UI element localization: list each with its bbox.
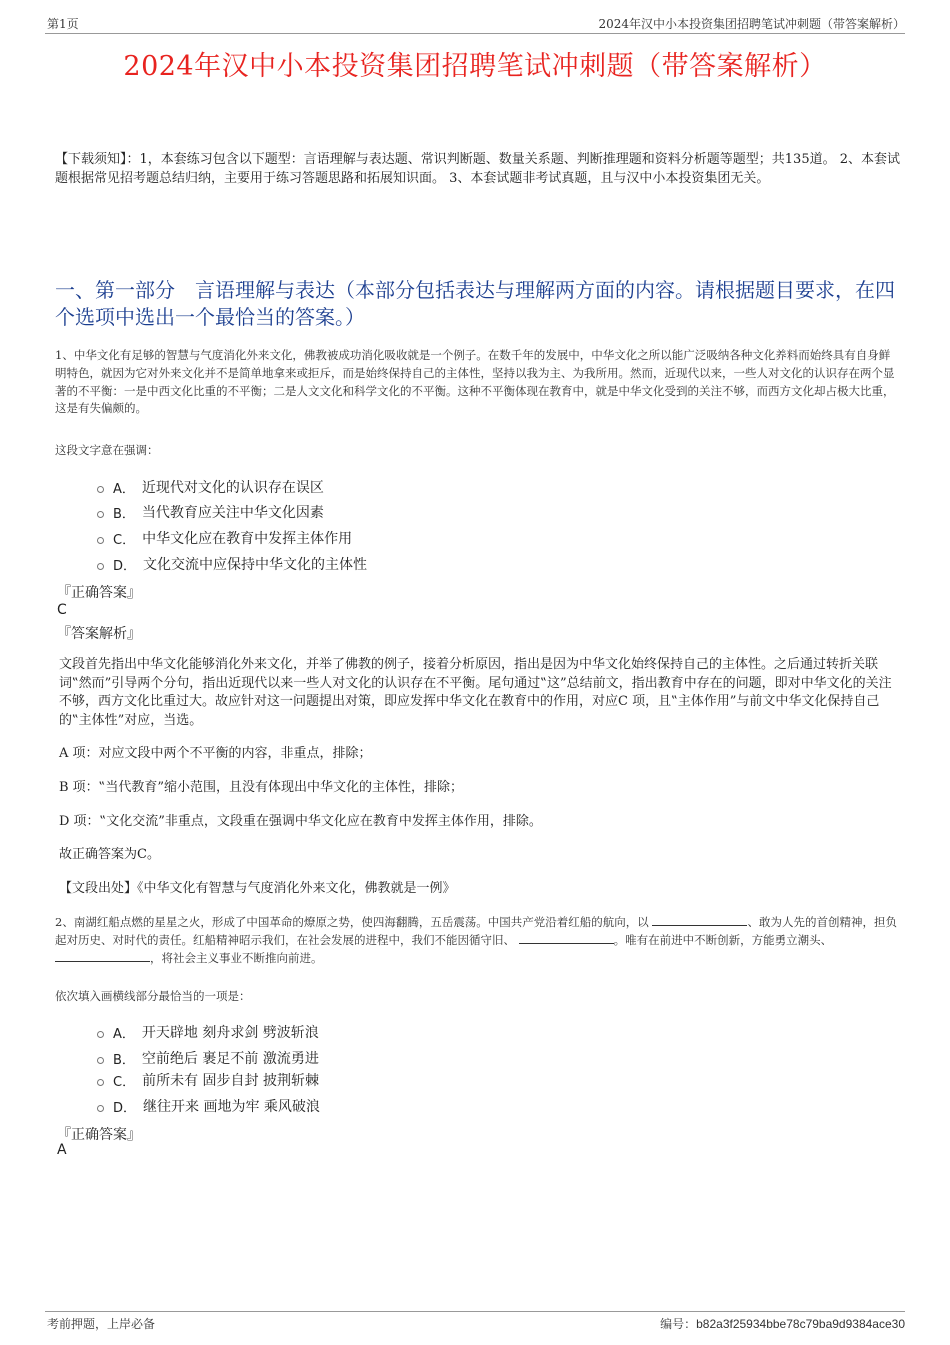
q1-answer-label: 『正确答案』 xyxy=(57,585,141,601)
page-number: 第1页 xyxy=(47,17,79,31)
download-notice: 【下载须知】：1，本套练习包含以下题型：言语理解与表达题、常识判断题、数量关系题、判断推理题和资料分析题等题型；共135道。 2、本套试题根据常见招考题总结归纳，主要用于练习答题思路和拓展知识面。 3、本套试题非考试真题，且与汉中小本投资集团无关。 xyxy=(55,152,900,186)
question-2-prompt: 依次填入画横线部分最恰当的一项是： xyxy=(55,989,251,1003)
blank-line-1[interactable] xyxy=(652,914,747,926)
radio-icon[interactable] xyxy=(97,537,104,544)
question-1-stem: 1、中华文化有足够的智慧与气度消化外来文化，佛教被成功消化吸收就是一个例子。在数千年的发展中，中华文化之所以能广泛吸纳各种文化养料而始终具有自身鲜明特色，就因为它对外来文化并不是简单地拿来或拒斥，而是始终保持自己的主体性，坚持以我为主、为我所用。然而，近现代以来，一些人对文化的认识存在两个显著的不平衡：一是中西文化比重的不平衡；二是人文文化和科学文化的不平衡。这种不平衡体现在教育中，就是中华文化受到的关注不够，而西方文化却占极大比重，这是有失偏颇的。 xyxy=(55,348,895,416)
q1-option-d-note: D 项：‟文化交流”非重点，文段重在强调中华文化应在教育中发挥主体作用，排除。 xyxy=(59,814,542,829)
q2-answer-label: 『正确答案』 xyxy=(57,1127,141,1143)
q2-option-d[interactable]: D． 继往开来 画地为牢 乘风破浪 xyxy=(97,1096,320,1116)
radio-icon[interactable] xyxy=(97,1057,104,1064)
q1-option-d[interactable]: D． 文化交流中应保持中华文化的主体性 xyxy=(97,554,367,574)
q1-analysis: 文段首先指出中华文化能够消化外来文化，并举了佛教的例子，接着分析原因，指出是因为中华文化始终保持自己的主体性。之后通过转折关联词‟然而”引导两个分句，指出近现代以来一些人对文化的认识存在不平衡。尾句通过‟这”总结前文，指出教育中存在的问题，即对中华文化的关注不够，西方文化比重过大。故应针对这一问题提出对策，即应发挥中华文化在教育中的作用，对应C 项，且‟主体作用”与前文中华文化保持自己的‟主体性”对应，当选。 xyxy=(59,657,892,728)
radio-icon[interactable] xyxy=(97,1079,104,1086)
q2-option-b[interactable]: B． 空前绝后 裹足不前 激流勇进 xyxy=(97,1048,319,1068)
q1-analysis-label: 『答案解析』 xyxy=(57,626,141,642)
question-1-prompt: 这段文字意在强调： xyxy=(55,443,159,457)
q1-answer: C xyxy=(57,602,67,618)
footer-divider xyxy=(45,1311,905,1312)
radio-icon[interactable] xyxy=(97,1105,104,1112)
q1-option-b[interactable]: B． 当代教育应关注中华文化因素 xyxy=(97,502,324,522)
q1-source: 【文段出处】《中华文化有智慧与气度消化外来文化，佛教就是一例》 xyxy=(59,881,456,896)
q1-option-a[interactable]: A． 近现代对文化的认识存在误区 xyxy=(97,477,324,497)
header-doc-title: 2024年汉中小本投资集团招聘笔试冲刺题（带答案解析） xyxy=(598,17,905,31)
header-divider xyxy=(45,33,905,34)
radio-icon[interactable] xyxy=(97,563,104,570)
footer-slogan: 考前押题，上岸必备 xyxy=(47,1317,156,1331)
radio-icon[interactable] xyxy=(97,486,104,493)
footer-code: 编号：b82a3f25934bbe78c79ba9d9384ace30 xyxy=(660,1317,905,1331)
radio-icon[interactable] xyxy=(97,1031,104,1038)
blank-line-3[interactable] xyxy=(55,950,150,962)
blank-line-2[interactable] xyxy=(519,932,614,944)
q1-option-b-note: B 项：‟当代教育”缩小范围，且没有体现出中华文化的主体性，排除； xyxy=(59,780,463,795)
q1-option-a-note: A 项：对应文段中两个不平衡的内容，非重点，排除； xyxy=(59,746,372,761)
q1-conclusion: 故正确答案为C。 xyxy=(59,847,160,862)
section-heading: 一、第一部分 言语理解与表达（本部分包括表达与理解两方面的内容。请根据题目要求，在四个选项中选出一个最恰当的答案。） xyxy=(55,278,895,329)
radio-icon[interactable] xyxy=(97,511,104,518)
q2-option-a[interactable]: A． 开天辟地 刻舟求剑 劈波斩浪 xyxy=(97,1022,319,1042)
q2-option-c[interactable]: C． 前所未有 固步自封 披荆斩棘 xyxy=(97,1070,319,1090)
question-2-stem: 2、南湖红船点燃的星星之火，形成了中国革命的燎原之势，使四海翻腾，五岳震荡。中国共产党沿着红船的航向，以 、敢为人先的首创精神，担负起对历史、对时代的责任。红船精神昭示我们，在社会发展的进程中，我们不能因循守旧、 。唯有在前进中不断创新，方能勇立潮头、 ，将社会主义事业不断推向前进。 xyxy=(55,915,897,965)
page-title: 2024年汉中小本投资集团招聘笔试冲刺题（带答案解析） xyxy=(123,51,827,82)
q2-answer: A xyxy=(57,1142,67,1158)
q1-option-c[interactable]: C． 中华文化应在教育中发挥主体作用 xyxy=(97,528,352,548)
